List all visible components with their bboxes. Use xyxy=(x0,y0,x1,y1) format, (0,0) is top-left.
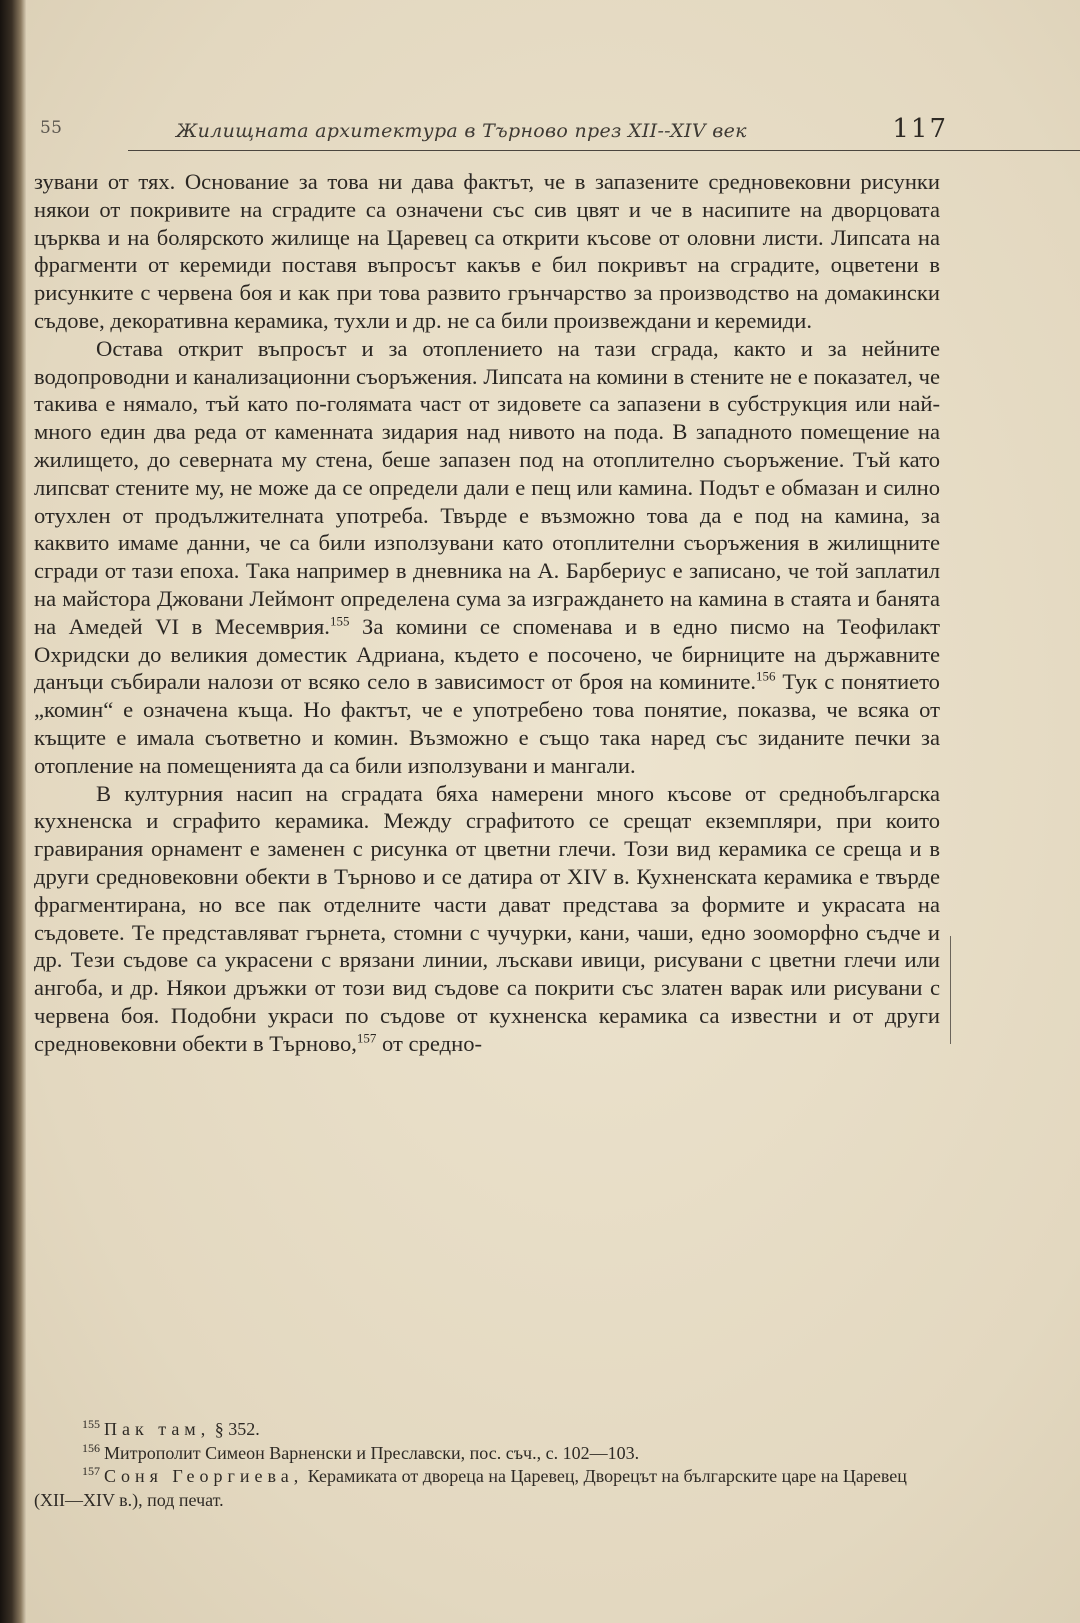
footnote xyxy=(34,1418,940,1442)
margin-mark xyxy=(950,936,951,1044)
header-rule xyxy=(128,150,1080,151)
body-text xyxy=(34,168,940,1058)
paragraph-text: зувани от тях. Основание за това ни дава фактът, че в запазените средновековни рисунки някои от покривите на сградите са означени със сив цвят и че в насипите на дворцовата църква и на болярското жилище на Царевец са открити късове от оловни листи. Липсата на фрагменти от керемиди поставя въпросът какъв е бил покривът на сградите, оцветени в рисунките с червена боя и как при това развито грънчарство за производство на домакински съдове, декоративна керамика, тухли и др. не са били произвеждани и керемиди. xyxy=(34,169,940,333)
paragraph-text: В културния насип на сградата бяха намерени много късове от среднобългарска кухненска и сграфито керамика. Между сграфитото се срещат екземпляри, при които гравирания орнамент е заменен с рисунка от цветни глечи. Този вид керамика се среща и в други средновековни обекти в Търново и се датира от XIV в. Кухненската керамика е твърде фрагментирана, но все пак отделните части дават представа за формите и украсата на съдовете. Те представляват гърнета, стомни с чучурки, кани, чаши, едно зооморфно съдче и др. Тези съдове са украсени с врязани линии, лъскави ивици, рисувани с цветни глечи или ангоба, и др. Някои дръжки от този вид съдове са покрити със златен варак или рисувани с червена боя. Подобни украси по съдове от кухненска керамика са известни и от други средновековни обекти в Търново, xyxy=(34,780,940,1056)
footnote-text: § 352. xyxy=(210,1419,260,1439)
footnote-number: 156 xyxy=(82,1440,100,1455)
paragraph xyxy=(34,335,940,780)
running-head-number: 55 xyxy=(40,118,63,138)
running-head xyxy=(40,112,948,152)
paragraph-text: За комини се споменава и в едно писмо на Теофилакт Охридски до великия доместик Адриана, където е посочено, че бирниците на държавните данъци събирали налози от всяко село в зависимост от броя на комините. xyxy=(34,613,940,695)
footnote-text: Керамиката от двореца на Царевец, Дворецът на българските царе на Царевец (XII—XIV в.), под печат. xyxy=(34,1466,907,1510)
footnotes xyxy=(34,1418,940,1512)
footnote xyxy=(34,1442,940,1466)
footnote-author: Соня Георгиева, xyxy=(104,1466,304,1486)
footnote-text: Митрополит Симеон Варненски и Преславски, пос. съч., с. 102—103. xyxy=(104,1442,640,1463)
footnote-ref: 157 xyxy=(356,1030,377,1046)
paragraph-text: Остава открит въпросът и за отоплението на тази сграда, както и за нейните водопроводни и канализационни съоръжения. Липсата на комини в стените не е показател, че такива е нямало, тъй като по-голямата част от зидовете са запазени в субструкция или най-много един два реда от каменната зидария над нивото на пода. В западното помещение на жилището, до северната му стена, беше запазен под на отоплително съоръжение. Тъй като липсват стените му, не може да се определи дали е пещ или камина. Подът е обмазан и силно отухлен от продължителната употреба. Твърде е възможно това да е под на камина, за каквито имаме данни, че са били използувани като отоплителни съоръжения в жилищните сгради от тази епоха. Така например в дневника на А. Барбериус е записано, че той заплатил на майстора Джовани Леймонт определена сума за изграждането на камина в стаята и банята на Амедей VI в Месемврия. xyxy=(34,335,940,639)
paragraph-text: от средно- xyxy=(376,1030,483,1056)
paragraph xyxy=(34,780,940,1058)
running-head-title: Жилищната архитектура в Търново през XII--XIV век xyxy=(176,120,747,142)
footnote-ref: 155 xyxy=(329,613,350,629)
footnote-author: Пак там, xyxy=(104,1419,211,1439)
footnote xyxy=(34,1465,940,1512)
footnote-number: 157 xyxy=(82,1464,100,1478)
paragraph-text: Тук с понятието „комин“ е означена къща. Но фактът, че е употребено това понятие, показва, че всяка от къщите е имала съответно и комин. Възможно е също така наред със зиданите печки за отопление на помещенията да са били използувани и мангали. xyxy=(34,669,940,778)
page-number: 117 xyxy=(892,114,948,144)
paragraph xyxy=(34,168,940,335)
footnote-number: 155 xyxy=(82,1417,100,1431)
book-spine-shadow xyxy=(0,0,26,1623)
footnote-ref: 156 xyxy=(756,668,776,684)
